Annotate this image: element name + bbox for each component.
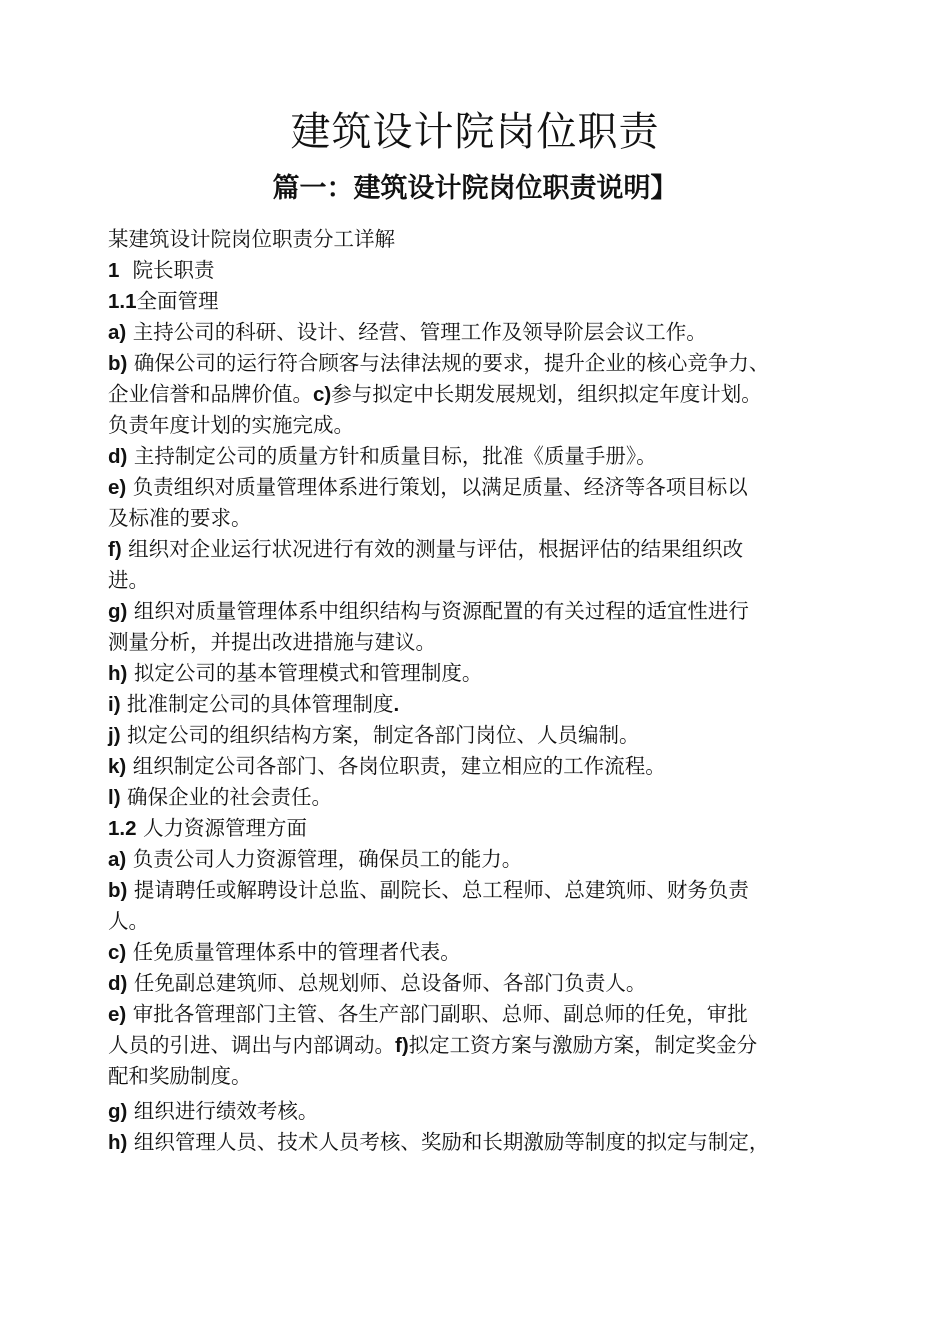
item-text: 组织对质量管理体系中组织结构与资源配置的有关过程的适宜性进行	[127, 599, 749, 623]
duty-line	[108, 658, 868, 689]
item-marker: c)	[313, 383, 332, 406]
item-marker: j)	[108, 724, 121, 747]
duty-line	[108, 379, 868, 410]
item-marker: l)	[108, 786, 121, 809]
section-number: 1	[108, 259, 120, 282]
section-heading-1	[108, 255, 868, 286]
item-marker: k)	[108, 755, 127, 778]
duty-line	[108, 627, 868, 658]
item-marker: a)	[108, 848, 127, 871]
item-text: 拟定公司的基本管理模式和管理制度。	[127, 661, 483, 685]
item-text: 人员的引进、调出与内部调动。	[108, 1033, 395, 1057]
item-text: 确保企业的社会责任。	[120, 785, 333, 809]
duty-line	[108, 472, 868, 503]
item-text: 任免质量管理体系中的管理者代表。	[126, 940, 461, 964]
duty-line	[108, 720, 868, 751]
duty-line	[108, 999, 868, 1030]
duty-line	[108, 782, 868, 813]
duty-line	[108, 596, 868, 627]
item-marker: g)	[108, 1100, 128, 1123]
item-marker: f)	[395, 1034, 409, 1057]
duty-line	[108, 689, 868, 720]
section-number: 1.2	[108, 817, 137, 840]
section-title: 人力资源管理方面	[136, 816, 308, 840]
item-text: 提请聘任或解聘设计总监、副院长、总工程师、总建筑师、财务负责	[127, 878, 749, 902]
item-marker: b)	[108, 879, 128, 902]
duty-line	[108, 875, 868, 906]
item-marker: b)	[108, 352, 128, 375]
item-text: 确保公司的运行符合顾客与法律法规的要求，提升企业的核心竞争力、	[127, 351, 770, 375]
item-text: 参与拟定中长期发展规划，组织拟定年度计划。	[331, 382, 762, 406]
item-text: 组织进行绩效考核。	[127, 1099, 319, 1123]
item-text: 及标准的要求。	[108, 506, 252, 530]
duty-line	[108, 317, 868, 348]
item-text: 负责公司人力资源管理，确保员工的能力。	[126, 847, 523, 871]
duties-list-1-2	[108, 844, 868, 1158]
duty-line	[108, 1030, 868, 1061]
item-text: 拟定公司的组织结构方案，制定各部门岗位、人员编制。	[120, 723, 640, 747]
duty-line	[108, 410, 868, 441]
document-title: 建筑设计院岗位职责	[290, 109, 660, 155]
document-body	[108, 224, 868, 1158]
duty-line	[108, 844, 868, 875]
duty-line	[108, 565, 868, 596]
item-marker: d)	[108, 445, 128, 468]
duty-line	[108, 441, 868, 472]
item-text: 主持制定公司的质量方针和质量目标，批准《质量手册》。	[127, 444, 657, 468]
duty-line	[108, 348, 868, 379]
item-text: 配和奖励制度。	[108, 1064, 252, 1088]
document-subtitle: 篇一：建筑设计院岗位职责说明】	[272, 173, 678, 204]
duty-line	[108, 534, 868, 565]
item-text: 拟定工资方案与激励方案，制定奖金分	[408, 1033, 758, 1057]
duty-line	[108, 1127, 868, 1158]
section-number: 1.1	[108, 290, 137, 313]
item-text: 审批各管理部门主管、各生产部门副职、总师、副总师的任免，审批	[126, 1002, 748, 1026]
duty-line	[108, 1096, 868, 1127]
section-heading-1-1	[108, 286, 868, 317]
item-text: 组织管理人员、技术人员考核、奖励和长期激励等制度的拟定与制定，	[127, 1130, 770, 1154]
duties-list-1-1	[108, 317, 868, 813]
duty-line	[108, 968, 868, 999]
item-text: 负责年度计划的实施完成。	[108, 413, 354, 437]
item-marker: h)	[108, 662, 128, 685]
intro-line: 某建筑设计院岗位职责分工详解	[108, 227, 395, 251]
item-text: 组织制定公司各部门、各岗位职责，建立相应的工作流程。	[126, 754, 666, 778]
item-marker: g)	[108, 600, 128, 623]
section-title: 院长职责	[132, 258, 215, 282]
duty-line	[108, 937, 868, 968]
item-text: 测量分析，并提出改进措施与建议。	[108, 630, 436, 654]
item-text: 批准制定公司的具体管理制度	[120, 692, 394, 716]
item-marker: i)	[108, 693, 121, 716]
item-text: 任免副总建筑师、总规划师、总设备师、各部门负责人。	[127, 971, 647, 995]
item-marker: h)	[108, 1131, 128, 1154]
item-text: 主持公司的科研、设计、经营、管理工作及领导阶层会议工作。	[126, 320, 707, 344]
item-text: 负责组织对质量管理体系进行策划，以满足质量、经济等各项目标以	[126, 475, 748, 499]
section-title: 全面管理	[136, 289, 219, 313]
duty-line	[108, 503, 868, 534]
duty-line	[108, 906, 868, 937]
item-text: 人。	[108, 909, 149, 933]
item-marker: .	[393, 693, 400, 716]
item-marker: e)	[108, 476, 127, 499]
duty-line	[108, 751, 868, 782]
section-heading-1-2	[108, 813, 868, 844]
item-text: 企业信誉和品牌价值。	[108, 382, 313, 406]
item-marker: d)	[108, 972, 128, 995]
item-marker: f)	[108, 538, 122, 561]
item-marker: c)	[108, 941, 127, 964]
item-marker: e)	[108, 1003, 127, 1026]
duty-line	[108, 1061, 868, 1092]
item-text: 组织对企业运行状况进行有效的测量与评估，根据评估的结果组织改	[121, 537, 744, 561]
item-text: 进。	[108, 568, 149, 592]
item-marker: a)	[108, 321, 127, 344]
